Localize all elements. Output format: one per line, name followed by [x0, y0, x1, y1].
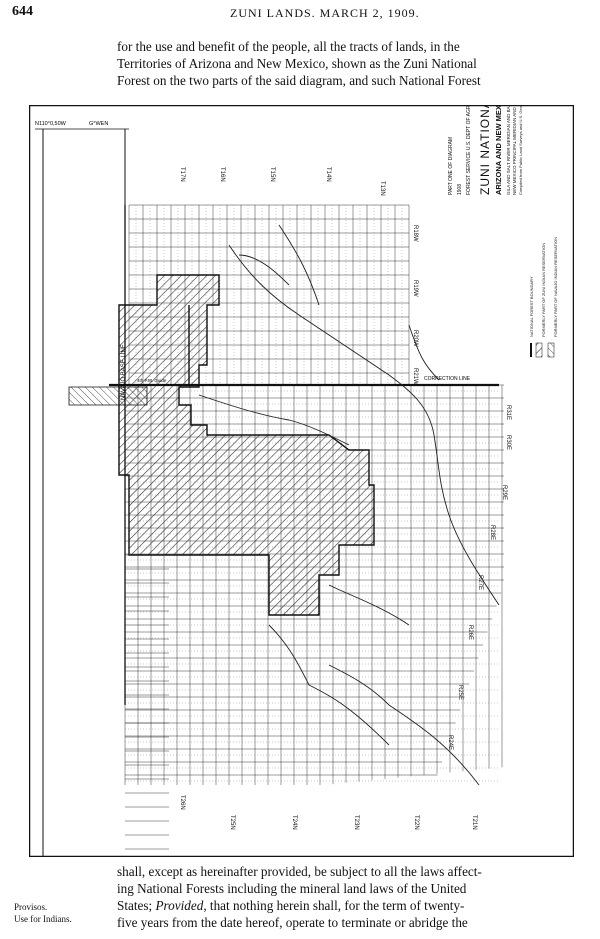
legend-zuni-swatch — [536, 343, 542, 357]
legend-navajo-swatch — [548, 343, 554, 357]
text-line: five years from the date hereof, operate to terminate or abridge the — [117, 915, 468, 930]
page-number: 644 — [12, 4, 33, 19]
legend-item: NATIONAL FOREST BOUNDARY — [529, 276, 534, 337]
legend-item: FORMERLY PART OF ZUNI INDIAN RESERVATION — [541, 242, 546, 337]
township-label: T22N — [413, 815, 419, 830]
township-label: T24N — [291, 815, 297, 830]
range-label: R24E — [447, 735, 453, 751]
navajo-reservation-area — [69, 387, 147, 405]
zuni-forest-map — [29, 105, 574, 857]
map-diagram — [29, 105, 574, 857]
corner-label-left: N110°0,50W — [35, 121, 66, 127]
range-label: R19W — [412, 280, 418, 297]
guide-meridian-label: 4th P.M. Guide — [137, 378, 167, 383]
correction-line-label: CORRECTION LINE — [424, 376, 471, 382]
township-label: T21N — [471, 815, 477, 830]
text-line: , that nothing herein shall, for the term of twenty- — [203, 898, 465, 913]
township-label: T26N — [179, 795, 185, 810]
range-label: R31E — [505, 405, 511, 421]
range-label: R29E — [501, 485, 507, 501]
bottom-paragraph — [117, 863, 587, 931]
text-line: Forest on the two parts of the said diagram, and such National Forest — [117, 73, 481, 88]
township-label: T23N — [353, 815, 359, 830]
margin-notes — [14, 901, 72, 925]
township-label: T17N — [179, 167, 185, 182]
township-label: T14N — [325, 167, 331, 182]
map-meridian-note: GILA AND SALT RIVER MERIDIAN AND BASE — [506, 105, 511, 195]
running-head: ZUNI LANDS. MARCH 2, 1909. — [230, 6, 420, 20]
township-label: T16N — [219, 167, 225, 182]
text-line: ing National Forests including the mineral land laws of the United — [117, 881, 467, 896]
map-forest-service-label: FOREST SERVICE U.S. DEPT OF AGRICULTURE — [466, 105, 472, 195]
margin-note: Provisos. — [14, 902, 48, 912]
margin-note: Use for Indians. — [14, 914, 72, 924]
text-line: States; — [117, 898, 156, 913]
corner-label-right: G°WEN — [89, 121, 109, 127]
map-year-label: 1908 — [457, 183, 463, 195]
top-paragraph — [117, 38, 587, 89]
text-line: Territories of Arizona and New Mexico, shown as the Zuni National — [117, 56, 477, 71]
range-label: R25E — [457, 685, 463, 701]
map-title: ZUNI NATIONAL FOREST — [478, 105, 492, 195]
township-label: T25N — [229, 815, 235, 830]
map-meridian-note-2: NEW MEXICO PRINCIPAL MERIDIAN AND BASE — [512, 105, 517, 195]
base-line-label: NAVAJO BASE LINE — [121, 344, 127, 400]
text-line: shall, except as hereinafter provided, be subject to all the laws affect- — [117, 864, 482, 879]
range-label: R21W — [412, 368, 418, 385]
range-label: R28E — [489, 525, 495, 541]
range-label: R26E — [467, 625, 473, 641]
map-subtitle: ARIZONA AND NEW MEXICO — [494, 105, 503, 195]
text-line: for the use and benefit of the people, all the tracts of lands, in the — [117, 39, 460, 54]
township-label: T13N — [379, 181, 385, 196]
range-label: R18W — [412, 225, 418, 242]
map-part-label: PART ONE OF DIAGRAM — [448, 136, 454, 195]
map-compiled-note: Compiled from Public Land Surveys and U.S. Geol. Survey — [518, 105, 523, 195]
range-label: R20W — [412, 330, 418, 347]
range-label: R27E — [477, 575, 483, 591]
township-label: T15N — [269, 167, 275, 182]
range-label: R30E — [505, 435, 511, 451]
page-header — [0, 0, 600, 22]
proviso-word: Provided — [155, 898, 204, 913]
legend-item: FORMERLY PART OF NAVAJO INDIAN RESERVATION — [553, 236, 558, 337]
